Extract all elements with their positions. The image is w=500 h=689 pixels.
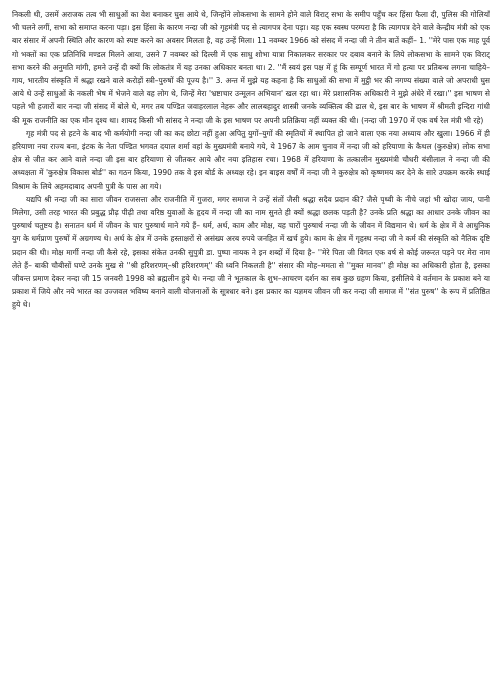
- paragraph-1: निकली थी, उसमें अराजक तत्व भी साधुओं का वेश बनाकर घुस आये थे, जिन्होंने लोकसभा के सामने होने वाले विराट् सभा के समीप पहुँच कर हिंसा फैला दी, पुलिस की गोलियाँ भी चलने लगीं, सभा को समाप्त करना पड़ा। इस हिंसा के कारण नन्दा जी को गृहमंत्री पद से त्यागपत्र देना पड़ा। यह एक स्वस्थ परम्परा है कि त्यागपत्र देने वाले केन्द्रीय मंत्री को एक बार संसार में अपनी स्थिति और कारण को स्पष्ट करने का अवसर मिलता है, वह उन्हें मिला। 11 नवम्बर 1966 को संसद में नन्दा जी ने तीन बातें कहीं– 1. ''मेरे पास एक माह पूर्व गो भक्तों का एक प्रतिनिधि मण्डल मिलने आया, उसने 7 नवम्बर को दिल्ली में एक साधु शोभा यात्रा निकालकर सरकार पर दबाव बनाने के लिये लोकसभा के सामने एक विराट् सभा करने की अनुमति मांगी, हमने उन्हें दी क्यों कि लोकतंत्र में यह उनका अधिकार बनता था। 2. ''मैं स्वयं इस पक्ष में हूं कि सम्पूर्ण भारत में गो हत्या पर प्रतिबन्ध लगना चाहिये–गाय, भारतीय संस्कृति में श्रद्धा रखने वाले करोड़ों स्त्री–पुरुषों की पूज्य है।'' 3. अन्त में मुझे यह कहना है कि साधुओं की सभा में मुट्ठी भर की नगण्य संख्या वाले जो अपराधी घुस आये थे उन्हें साधुओं के नकली भेष में भेजने वाले वह लोग थे, जिन्हें मेरा 'भ्रष्टाचार उन्मूलन अभियान' खल रहा था। मेरे प्रशासनिक अधिकारी ने मुझे अंधेरे में रखा।'' इस भाषण से पहले भी हजारों बार नन्दा जी संसद में बोले थे, मगर तब पण्डित जवाहरलाल नेहरू और लालबहादुर शास्त्री जनके व्यक्तित्व की ढाल थे, इस बार के भाषण में श्रीमती इन्दिरा गांधी की मूक राजनीति का एक मौन दृश्य था। शायद किसी भी सांसद ने नन्दा जी के इस भाषण पर अपनी प्रतिक्रिया नहीं व्यक्त की थी। (नन्दा जी 1970 में एक वर्ष रेल मंत्री भी रहे): [12, 10, 490, 125]
- paragraph-3: यद्यपि श्री नन्दा जी का सारा जीवन राजसत्ता और राजनीति में गुजरा, मगर समाज ने उन्हें संतों जैसी श्रद्धा सदैव प्रदान की? जैसे पृथ्वी के नीचे जहां भी खोदा जाय, पानी मिलेगा, उसी तरह भारत की प्रबुद्ध प्रौढ़ पीढ़ी तथा वरिष्ठ युवाओं के हृदय में नन्दा जी का नाम सुनते ही क्यों श्रद्धा छलक पड़ती है? उनके प्रति श्रद्धा का आधार उनके जीवन का पुरुषार्थ चतुष्टय है। सनातन धर्म में जीवन के चार पुरुषार्थ माने गये हैं– धर्म, अर्थ, काम और मोक्ष, यह चारों पुरुषार्थ नन्दा जी के जीवन में विद्यमान थे। धर्म के क्षेत्र में वे आधुनिक युग के धर्मप्राण पुरुषों में अग्रगण्य थे। अर्थ के क्षेत्र में उनके हस्ताक्षरों से असंख्य अरब रुपये जनहित में खर्च हुये। काम के क्षेत्र में गृहस्थ नन्दा जी ने कर्म की संस्कृति को नैतिक दृष्टि प्रदान की थी। मोक्ष मार्गी नन्दा जी कैसे रहे, इसका संकेत उनकी सुपुत्री डा. पुष्पा नायक ने इन शब्दों में दिया है– ''मेरे पिता जी विगत एक वर्ष से कोई जरूरत पड़ने पर मेरा नाम लेते हैं– बाकी चौबीसों घण्टे उनके मुख से ''श्री हरिशरणम्–श्री हरिशरणम्'' की ध्वनि निकलती है'' संसार की मोह–ममता से ''मुक्त मानव'' ही मोक्ष का अधिकारी होता है, इसका जीवन्त प्रमाण देकर नन्दा जी 15 जनवरी 1998 को ब्रह्मलीन हुये थे। नन्दा जी ने भूतकाल के शुभ–आचरण दर्शन का सब कुछ ग्रहण किया, इसीलिये वे वर्तमान के प्रकाश बने या प्रकाश में जिये और नये भारत का उज्जवल भविष्य बनाने वाली योजनाओं के सूत्रधार बने। इस प्रकार का यज्ञमय जीवन जी कर नन्दा जी समाज में ''संत पुरुष'' के रूप में प्रतिष्ठित हुये थे।: [12, 194, 490, 310]
- paragraph-2: गृह मंत्री पद से हटने के बाद भी कर्मयोगी नन्दा जी का कद छोटा नहीं हुआ अपितु युगों–युगों की स्मृतियों में स्थापित हो जाने वाला एक नया अध्याय और खुला। 1966 में ही हरियाणा नया राज्य बना, इंटक के नेता पण्डित भगवत दयाल शर्मा वहां के मुख्यमंत्री बनाये गये, ये 1967 के आम चुनाव में नन्दा जी को हरियाणा के कैथल (कुरुक्षेत्र) लोक सभा क्षेत्र से जीत कर आने वाले नन्दा जी इस बार हरियाणा से जीतकर आये और नया इतिहास रचा। 1968 में हरियाणा के तत्कालीन मुख्यमंत्री चौधरी बंसीलाल ने नन्दा जी की अध्यक्षता में 'कुरुक्षेत्र विकास बोर्ड'' का गठन किया, 1990 तक वे इस बोर्ड के अध्यक्ष रहे। इन बाइस वर्षों में नन्दा जी ने कुरुक्षेत्र को कृष्णमय कर देने के सारे उपक्रम करके स्थाई विश्राम के लिये अहमदाबाद अपनी पुत्री के पास आ गये।: [12, 128, 490, 191]
- document-page: [12, 8, 490, 674]
